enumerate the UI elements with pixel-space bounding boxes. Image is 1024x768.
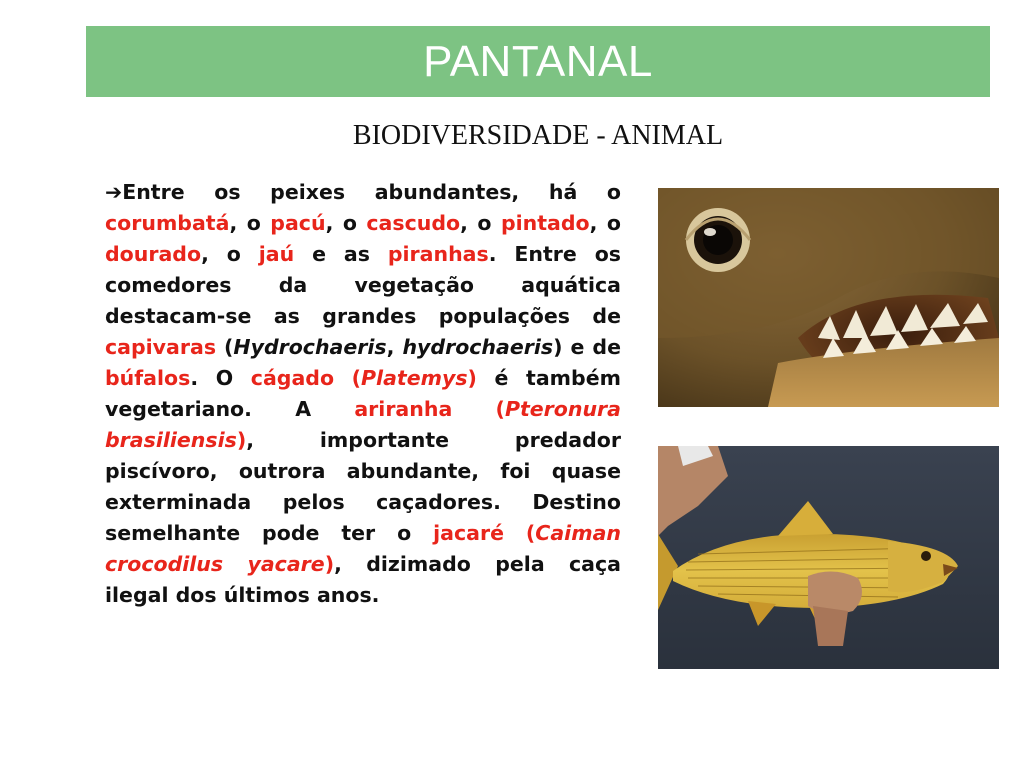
highlighted-term: Platemys (361, 366, 468, 390)
text-run: , dizimado pela caça ilegal dos últimos anos. (105, 552, 621, 607)
highlighted-term: jaú (258, 242, 295, 266)
highlighted-term: hydrochaeris (402, 335, 554, 359)
dourado-photo (658, 446, 999, 669)
arrow-right-icon: ➔ (105, 180, 123, 204)
highlighted-term: pacú (270, 211, 326, 235)
text-run: Entre os peixes abundantes, há o (122, 180, 621, 204)
text-run: ( (216, 335, 234, 359)
text-run: . Entre os comedores da vegetação aquática destacam-se as grandes populações de (105, 242, 621, 328)
highlighted-term: jacaré ( (433, 521, 536, 545)
text-run: , o (460, 211, 501, 235)
subtitle: BIODIVERSIDADE - ANIMAL (352, 120, 724, 151)
text-run: , importante predador piscívoro, outrora abundante, foi quase exterminada pelos caçadores. Destino semelhante pode ter o (105, 428, 621, 545)
highlighted-term: ) (236, 428, 247, 452)
highlighted-term: Hydrochaeris (233, 335, 387, 359)
text-run: , o (229, 211, 271, 235)
body-paragraph (105, 177, 621, 611)
highlighted-term: búfalos (105, 366, 191, 390)
piranha-photo (658, 188, 999, 407)
highlighted-term: cágado ( (250, 366, 362, 390)
highlighted-term: corumbatá (105, 211, 230, 235)
highlighted-term: ariranha ( (354, 397, 505, 421)
highlighted-term: Caiman crocodilus yacare (105, 521, 621, 576)
text-run: e as (294, 242, 388, 266)
highlighted-term: capivaras (105, 335, 217, 359)
text-run: ) e de (553, 335, 621, 359)
paragraph-content (105, 180, 621, 607)
text-run: . O (190, 366, 251, 390)
highlighted-term: Pteronura brasiliensis (105, 397, 621, 452)
text-run: é também vegetariano. A (105, 366, 621, 421)
text-run: , o (201, 242, 259, 266)
title-bar (86, 26, 990, 97)
page-title: PANTANAL (423, 36, 653, 86)
highlighted-term: ) (467, 366, 477, 390)
highlighted-term: ) (324, 552, 335, 576)
highlighted-term: dourado (105, 242, 202, 266)
highlighted-term: piranhas (387, 242, 489, 266)
text-run: , (386, 335, 403, 359)
text-run: , o (325, 211, 367, 235)
highlighted-term: cascudo (366, 211, 461, 235)
highlighted-term: pintado (500, 211, 590, 235)
text-run: , o (589, 211, 621, 235)
